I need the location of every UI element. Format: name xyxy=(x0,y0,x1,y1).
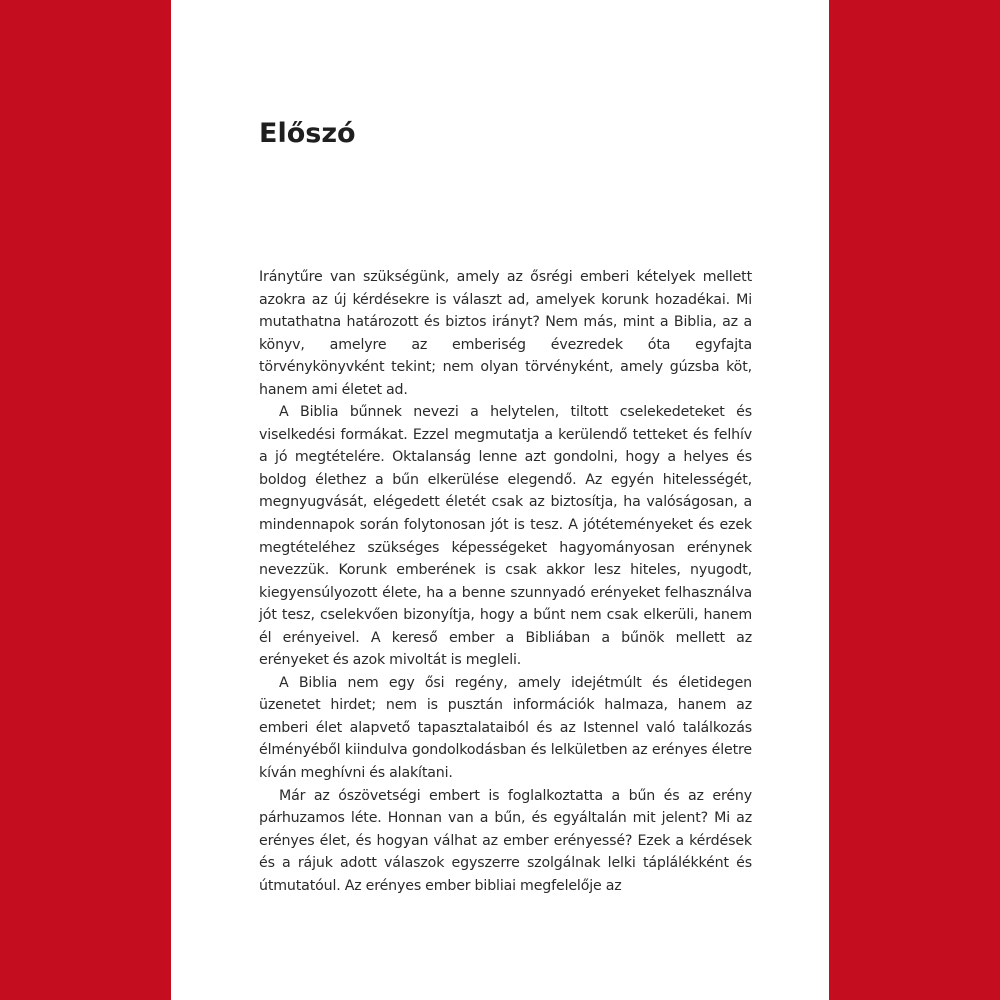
book-page xyxy=(171,0,829,1000)
body-text xyxy=(259,266,752,897)
left-red-margin xyxy=(0,0,171,1000)
right-red-margin xyxy=(829,0,1000,1000)
paragraph-1: Iránytűre van szükségünk, amely az ősrégi emberi kételyek mellett azokra az új kérdésekre is választ ad, amelyek korunk hozadékai. Mi mutathatna határozott és biztos irányt? Nem más, mint a Biblia, az a könyv, amelyre az emberiség évezredek óta egyfajta törvénykönyvként tekint; nem olyan törvényként, amely gúzsba köt, hanem ami életet ad. xyxy=(259,269,752,398)
paragraph-2: A Biblia bűnnek nevezi a helytelen, tiltott cselekedeteket és viselkedési formákat. Ezzel megmutatja a kerülendő tetteket és felhív a jó megtételére. Oktalanság lenne azt gondolni, hogy a helyes és boldog élethez a bűn elkerülése elegendő. Az egyén hitelességét, megnyugvását, elégedett életét csak az biztosítja, ha valóságosan, a mindennapok során folytonosan jót is tesz. A jótéteményeket és ezek megtételéhez szükséges képességeket hagyományosan erénynek nevezzük. Korunk emberének is csak akkor lesz hiteles, nyugodt, kiegyensúlyozott élete, ha a benne szunnyadó erényeket felhasználva jót tesz, cselekvően bizonyítja, hogy a bűnt nem csak elkerüli, hanem él erényeivel. A kereső ember a Bibliában a bűnök mellett az erényeket és azok mivoltát is megleli. xyxy=(259,404,752,669)
page-title: Előszó xyxy=(259,118,356,149)
paragraph-4: Már az ószövetségi embert is foglalkoztatta a bűn és az erény párhuzamos léte. Honnan van a bűn, és egyáltalán mit jelent? Mi az erényes élet, és hogyan válhat az ember erényessé? Ezek a kérdések és a rájuk adott válaszok egyszerre szolgálnak lelki táplálékként és útmutatóul. Az erényes ember bibliai megfelelője az xyxy=(259,787,752,894)
paragraph-3: A Biblia nem egy ősi regény, amely idejétmúlt és életidegen üzenetet hirdet; nem is pusztán információk halmaza, hanem az emberi élet alapvető tapasztalataiból és az Istennel való találkozás élményéből kiindulva gondolkodásban és lelkületben az erényes életre kíván meghívni és alakítani. xyxy=(259,674,752,782)
